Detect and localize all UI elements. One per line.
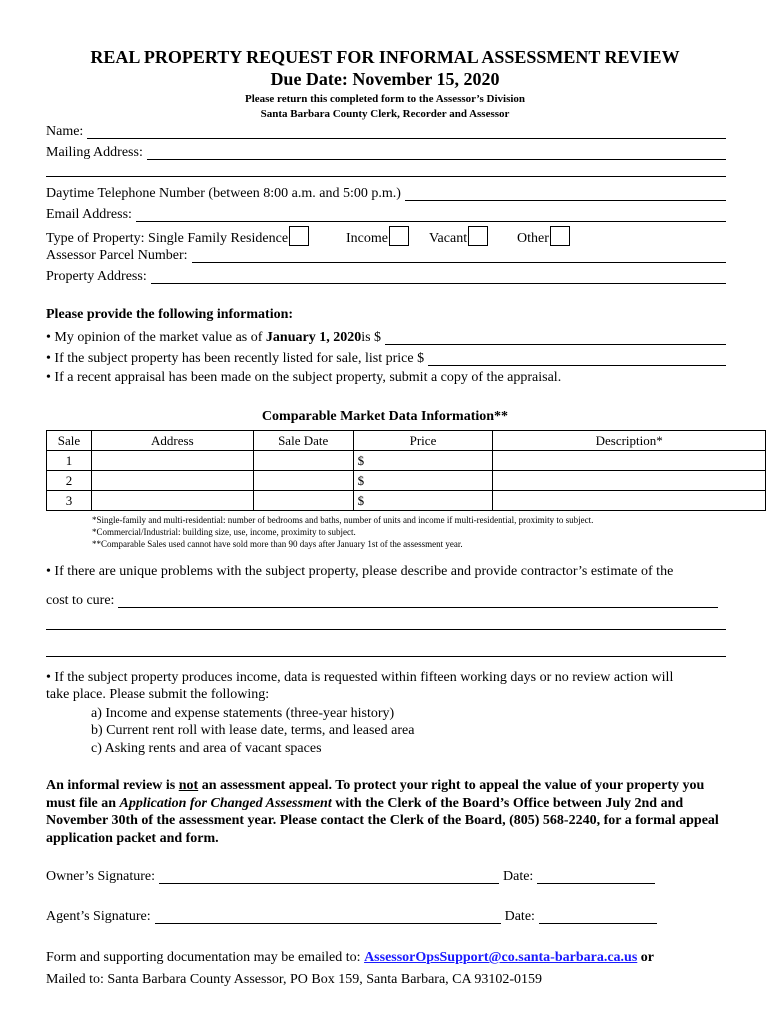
comparables-title: Comparable Market Data Information**: [261, 409, 509, 424]
income-label: Income: [346, 231, 388, 246]
footnote-commercial: *Commercial/Industrial: building size, use, income, proximity to subject.: [92, 527, 356, 537]
phone-field[interactable]: [46, 183, 726, 201]
price-cell[interactable]: $: [353, 491, 493, 511]
col-address: Address: [91, 431, 253, 451]
col-sale-date: Sale Date: [253, 431, 353, 451]
opinion-suffix: is $: [361, 330, 382, 345]
owner-signature-label: Owner’s Signature:: [46, 869, 155, 884]
problems-line-2[interactable]: [46, 629, 726, 630]
income-note-line2: take place. Please submit the following:: [46, 687, 270, 702]
opinion-prefix: • My opinion of the market value as of: [46, 330, 263, 345]
footnote-residential: *Single-family and multi-residential: number of bedrooms and baths, number of units and income if multi-residential, proximity to subject.: [92, 515, 594, 525]
email-label: Email Address:: [46, 207, 132, 222]
opinion-date: January 1, 2020: [265, 330, 362, 345]
sale-number: 3: [47, 491, 92, 511]
sale-number: 2: [47, 471, 92, 491]
market-value-field[interactable]: [46, 327, 726, 345]
other-checkbox[interactable]: [550, 226, 570, 246]
sale-date-cell[interactable]: [253, 451, 353, 471]
address-cell[interactable]: [91, 451, 253, 471]
property-address-label: Property Address:: [46, 269, 147, 284]
description-cell[interactable]: [493, 491, 766, 511]
office-name: Santa Barbara County Clerk, Recorder and Assessor: [260, 108, 510, 120]
not-emphasis: not: [178, 778, 199, 793]
agent-signature-row: [46, 910, 674, 924]
price-cell[interactable]: $: [353, 451, 493, 471]
form-title: REAL PROPERTY REQUEST FOR INFORMAL ASSESSMENT REVIEW: [90, 47, 680, 67]
income-item-c: c) Asking rents and area of vacant spaces: [91, 741, 322, 756]
footnote-comparable: **Comparable Sales used cannot have sold more than 90 days after January 1st of the assessment year.: [92, 539, 463, 549]
vacant-checkbox[interactable]: [468, 226, 488, 246]
cost-to-cure-label: cost to cure:: [46, 593, 115, 608]
address-cell[interactable]: [91, 491, 253, 511]
table-header-row: [47, 431, 766, 451]
listed-label: • If the subject property has been recently listed for sale, list price $: [46, 351, 425, 366]
return-instructions: Please return this completed form to the Assessor’s Division: [244, 93, 526, 105]
agent-date-label: Date:: [504, 909, 535, 924]
description-cell[interactable]: [493, 471, 766, 491]
name-field[interactable]: [46, 121, 726, 139]
mailing-instructions: Mailed to: Santa Barbara County Assessor, PO Box 159, Santa Barbara, CA 93102-0159: [46, 972, 542, 987]
apn-field[interactable]: [46, 245, 726, 263]
property-type-row: [46, 226, 309, 246]
table-row: [47, 451, 766, 471]
phone-label: Daytime Telephone Number (between 8:00 a.m. and 5:00 p.m.): [46, 186, 401, 201]
email-instructions: Form and supporting documentation may be emailed to: AssessorOpsSupport@co.santa-barbara.ca.us or: [46, 950, 654, 965]
problems-line-3[interactable]: [46, 656, 726, 657]
other-label: Other: [517, 231, 549, 246]
agent-date-line[interactable]: [539, 910, 657, 924]
sale-date-cell[interactable]: [253, 491, 353, 511]
col-description: Description*: [493, 431, 766, 451]
apn-label: Assessor Parcel Number:: [46, 248, 188, 263]
owner-signature-line[interactable]: [159, 870, 499, 884]
agent-signature-line[interactable]: [155, 910, 501, 924]
description-cell[interactable]: [493, 451, 766, 471]
income-note-line1: • If the subject property produces income, data is requested within fifteen working days or no review action will: [46, 670, 674, 685]
property-address-field[interactable]: [46, 266, 726, 284]
appeal-notice: An informal review is not an assessment appeal. To protect your right to appeal the value of your property you must file an Application for Changed Assessment with the Clerk of the Board’s Office between July 2nd and November 30th of the assessment year. Please contact the Clerk of the Board, (805) 568-2240, for a formal appeal application packet and form.: [46, 778, 719, 846]
owner-signature-row: [46, 870, 671, 884]
price-cell[interactable]: $: [353, 471, 493, 491]
comparables-table: [46, 430, 766, 511]
property-type-label: Type of Property: Single Family Residence: [46, 231, 289, 246]
name-label: Name:: [46, 124, 84, 139]
table-row: [47, 491, 766, 511]
single-family-checkbox[interactable]: [289, 226, 309, 246]
application-name: Application for Changed Assessment: [119, 795, 332, 811]
agent-signature-label: Agent’s Signature:: [46, 909, 151, 924]
email-field[interactable]: [46, 204, 726, 222]
mailing-address-field[interactable]: [46, 142, 726, 160]
appraisal-note: • If a recent appraisal has been made on the subject property, submit a copy of the appraisal.: [46, 370, 562, 385]
income-checkbox[interactable]: [389, 226, 409, 246]
sale-number: 1: [47, 451, 92, 471]
income-item-a: a) Income and expense statements (three-year history): [91, 706, 395, 721]
mailing-address-line-2[interactable]: [46, 176, 726, 177]
mailing-address-label: Mailing Address:: [46, 145, 143, 160]
problems-note: • If there are unique problems with the subject property, please describe and provide contractor’s estimate of the: [46, 564, 674, 579]
address-cell[interactable]: [91, 471, 253, 491]
assessor-email-link[interactable]: AssessorOpsSupport@co.santa-barbara.ca.us: [364, 950, 638, 965]
vacant-label: Vacant: [429, 231, 468, 246]
owner-date-line[interactable]: [537, 870, 655, 884]
list-price-field[interactable]: [46, 348, 726, 366]
due-date: Due Date: November 15, 2020: [270, 69, 500, 89]
owner-date-label: Date:: [503, 869, 534, 884]
income-item-b: b) Current rent roll with lease date, terms, and leased area: [91, 723, 415, 738]
col-price: Price: [353, 431, 493, 451]
info-heading: Please provide the following information:: [46, 307, 294, 322]
sale-date-cell[interactable]: [253, 471, 353, 491]
col-sale: Sale: [47, 431, 92, 451]
cost-to-cure-field[interactable]: [46, 590, 718, 608]
table-row: [47, 471, 766, 491]
